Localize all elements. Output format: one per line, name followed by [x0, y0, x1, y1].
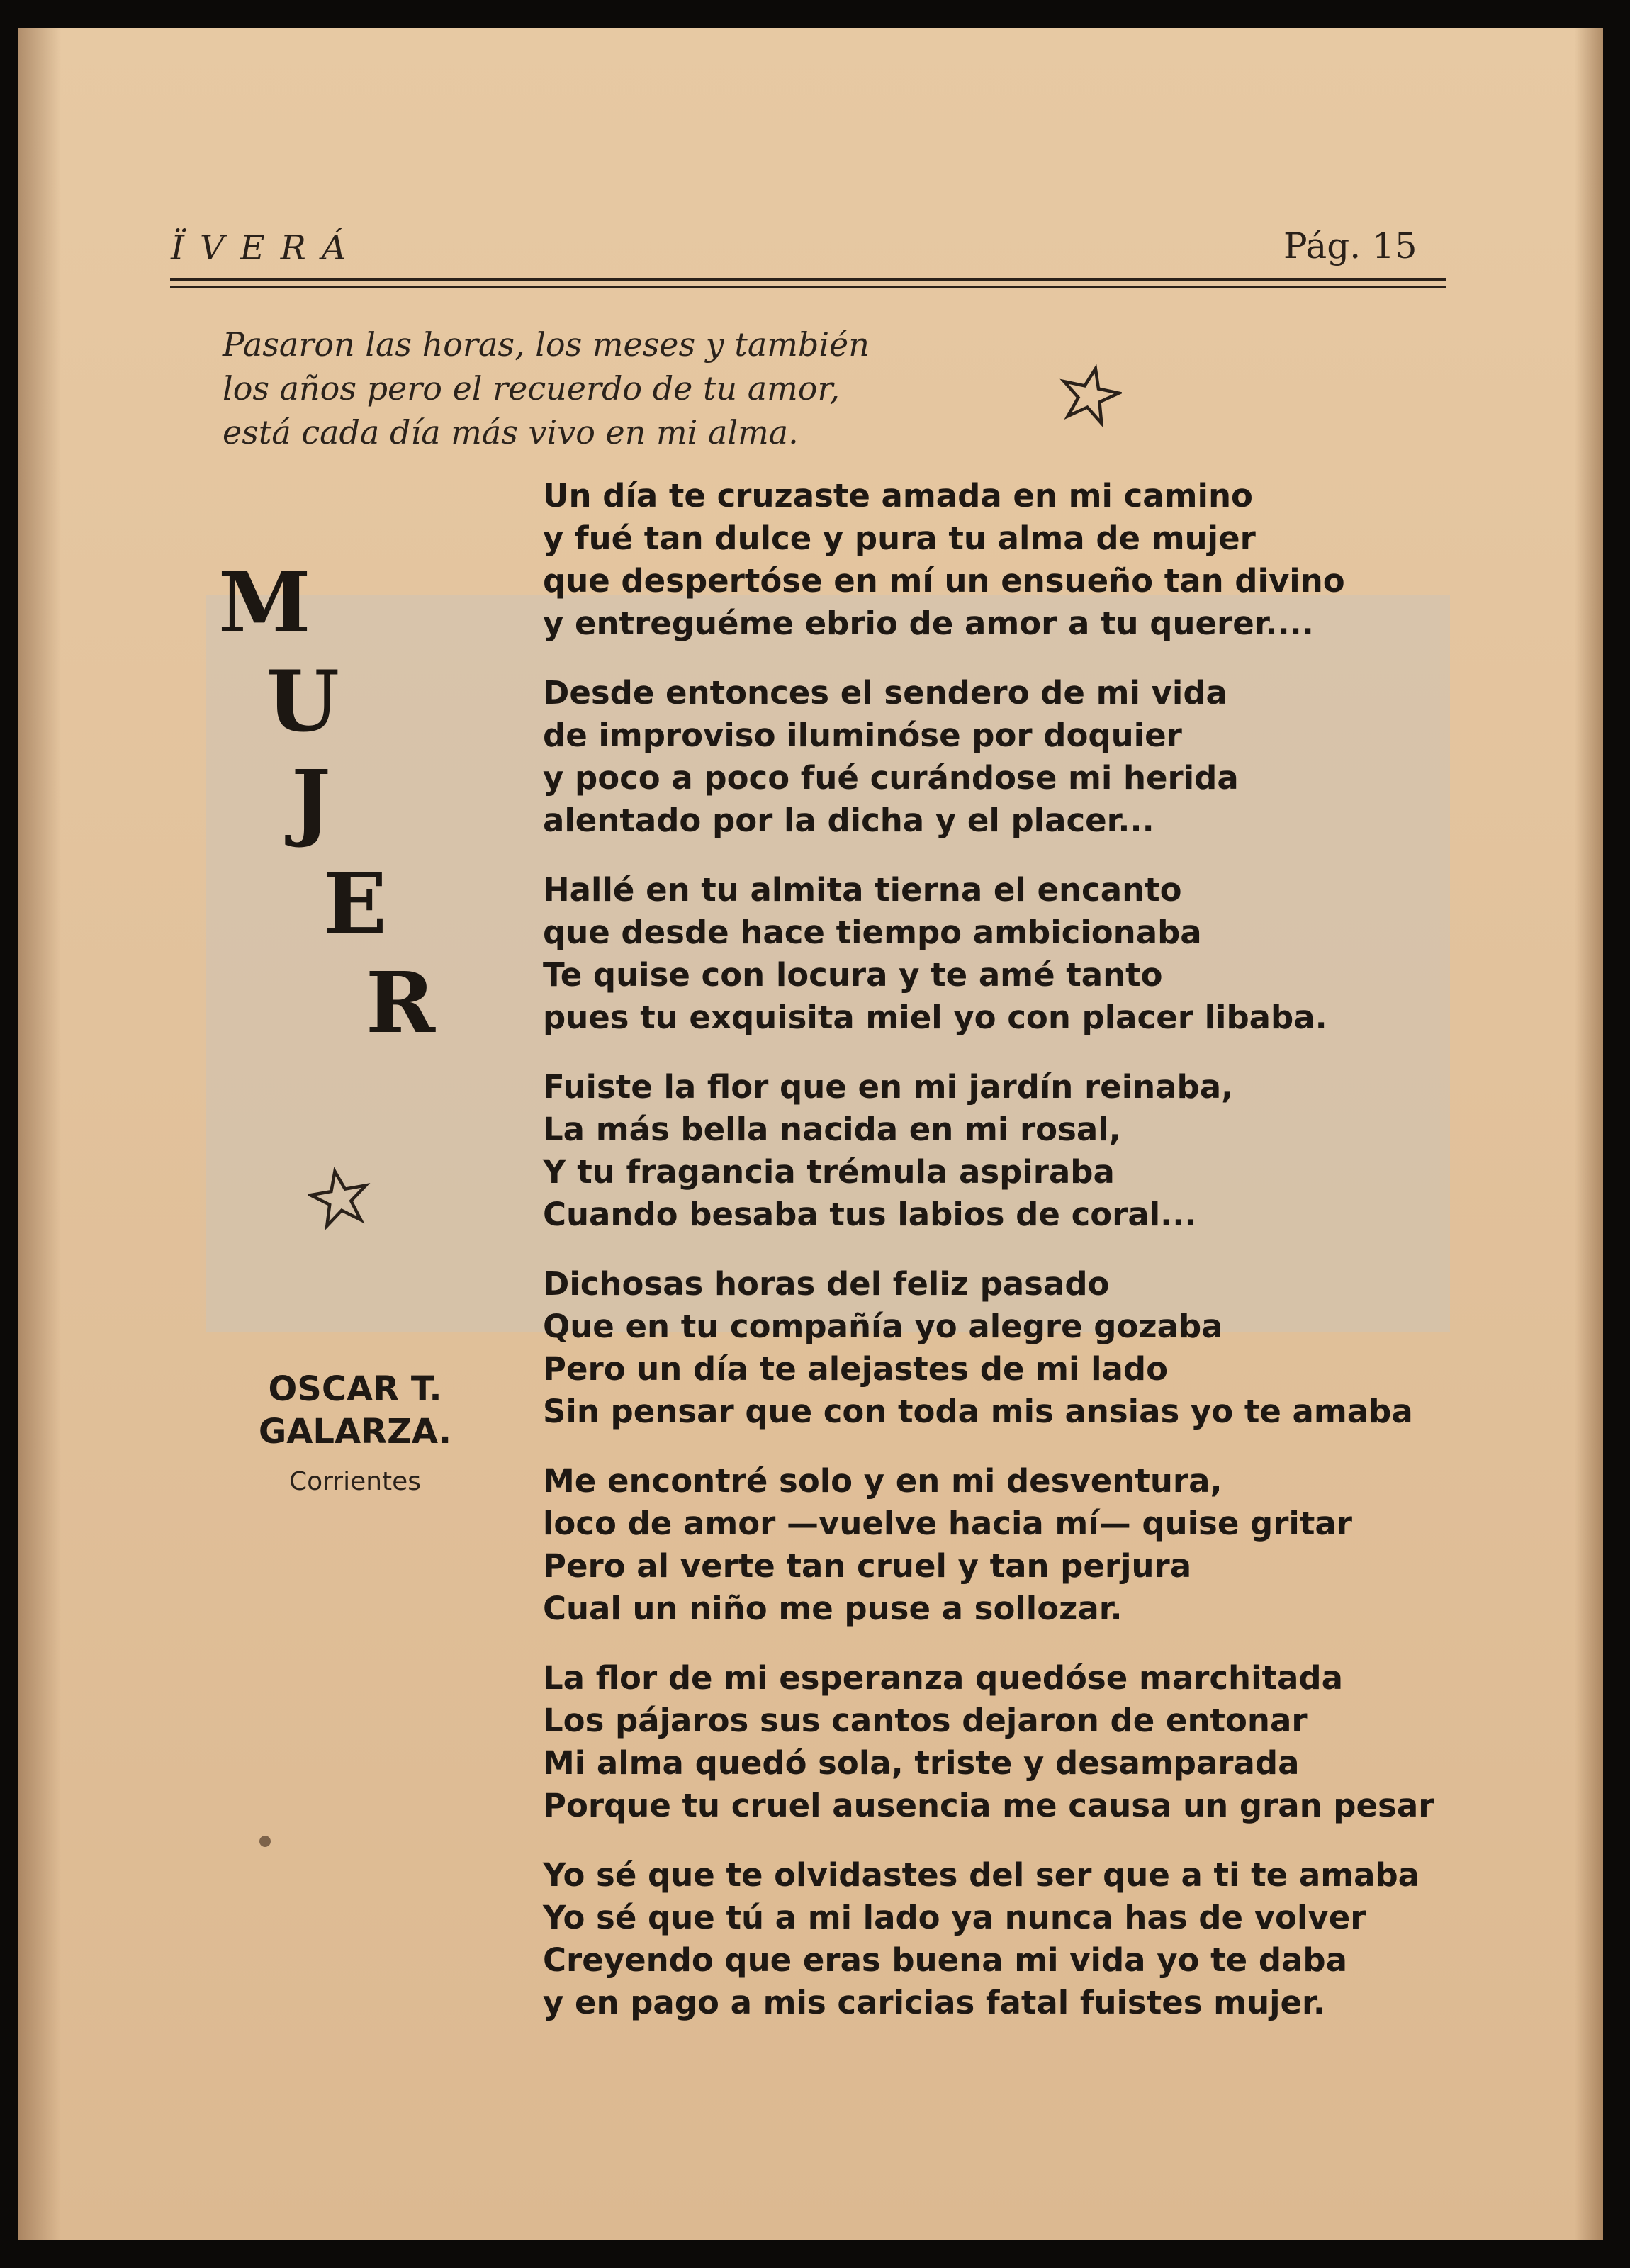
- poem-line: que desde hace tiempo ambicionaba: [543, 914, 1202, 951]
- author-name: [231, 1368, 479, 1453]
- epigraph-line: está cada día más vivo en mi alma.: [223, 413, 799, 451]
- title-letter: E: [323, 854, 387, 953]
- poem-line: Dichosas horas del feliz pasado: [543, 1265, 1110, 1303]
- poem-line: Y tu fragancia trémula aspiraba: [543, 1153, 1115, 1191]
- epigraph-line: los años pero el recuerdo de tu amor,: [223, 369, 841, 408]
- title-letter: R: [366, 953, 436, 1052]
- poem-line: Me encontré solo y en mi desventura,: [543, 1462, 1222, 1500]
- author-line: OSCAR T.: [268, 1369, 442, 1409]
- poem-line: Cual un niño me puse a sollozar.: [543, 1590, 1123, 1627]
- poem-line: Los pájaros sus cantos dejaron de entonar: [543, 1702, 1308, 1739]
- poem-body: [543, 475, 1493, 2051]
- author-place: Corrientes: [288, 1467, 422, 1496]
- poem-line: alentado por la dicha y el placer...: [543, 802, 1154, 839]
- epigraph-line: Pasaron las horas, los meses y también: [223, 325, 870, 364]
- title-letter: M: [218, 553, 311, 651]
- poem-line: pues tu exquisita miel yo con placer libaba.: [543, 999, 1327, 1036]
- poem-line: Yo sé que te olvidastes del ser que a ti te amaba: [543, 1856, 1420, 1894]
- header-rule-thin: [170, 286, 1446, 288]
- poem-line: y fué tan dulce y pura tu alma de mujer: [543, 520, 1256, 557]
- ink-spot: [259, 1836, 271, 1847]
- stanza: [543, 1854, 1493, 2024]
- page-number: Pág. 15: [1283, 225, 1417, 266]
- poem-line: Fuiste la flor que en mi jardín reinaba,: [543, 1068, 1234, 1106]
- stanza: [543, 1460, 1493, 1630]
- poem-line: Mi alma quedó sola, triste y desamparada: [543, 1744, 1300, 1782]
- poem-line: La flor de mi esperanza quedóse marchitada: [543, 1659, 1343, 1697]
- poem-line: y en pago a mis caricias fatal fuistes mujer.: [543, 1984, 1325, 2021]
- stanza: [543, 1263, 1493, 1433]
- poem-line: Sin pensar que con toda mis ansias yo te amaba: [543, 1393, 1413, 1430]
- poem-line: de improviso iluminóse por doquier: [543, 717, 1182, 754]
- title-letter: U: [266, 652, 339, 751]
- stanza: [543, 1066, 1493, 1236]
- poem-line: Desde entonces el sendero de mi vida: [543, 674, 1227, 712]
- poem-line: y entreguéme ebrio de amor a tu querer....: [543, 605, 1314, 642]
- author-line: GALARZA.: [258, 1412, 452, 1452]
- stanza: [543, 1657, 1493, 1827]
- poem-line: loco de amor —vuelve hacia mí— quise gritar: [543, 1505, 1352, 1542]
- epigraph: [223, 322, 1002, 454]
- header-rule: [170, 278, 1446, 281]
- poem-line: Hallé en tu almita tierna el encanto: [543, 871, 1182, 909]
- magazine-page: [18, 28, 1603, 2240]
- poem-line: y poco a poco fué curándose mi herida: [543, 759, 1239, 797]
- poem-line: Yo sé que tú a mi lado ya nunca has de volver: [543, 1899, 1366, 1936]
- stanza: [543, 672, 1493, 842]
- poem-line: Pero un día te alejastes de mi lado: [543, 1350, 1169, 1388]
- star-outline-icon: [1058, 363, 1122, 427]
- poem-line: Un día te cruzaste amada en mi camino: [543, 477, 1253, 515]
- poem-line: Pero al verte tan cruel y tan perjura: [543, 1547, 1192, 1585]
- star-outline-icon: [308, 1166, 371, 1230]
- poem-line: La más bella nacida en mi rosal,: [543, 1111, 1121, 1148]
- stanza: [543, 475, 1493, 645]
- poem-line: Cuando besaba tus labios de coral...: [543, 1196, 1197, 1233]
- poem-line: Te quise con locura y te amé tanto: [543, 956, 1163, 994]
- spine-shadow: [18, 28, 61, 2240]
- poem-line: Que en tu compañía yo alegre gozaba: [543, 1308, 1223, 1345]
- page-edge-shadow: [1575, 28, 1603, 2240]
- poem-line: que despertóse en mí un ensueño tan divino: [543, 562, 1345, 600]
- magazine-title: ÏVERÁ: [171, 228, 362, 268]
- poem-line: Creyendo que eras buena mi vida yo te daba: [543, 1941, 1347, 1979]
- stanza: [543, 869, 1493, 1039]
- poem-line: Porque tu cruel ausencia me causa un gran pesar: [543, 1787, 1434, 1824]
- title-letter: J: [291, 751, 331, 850]
